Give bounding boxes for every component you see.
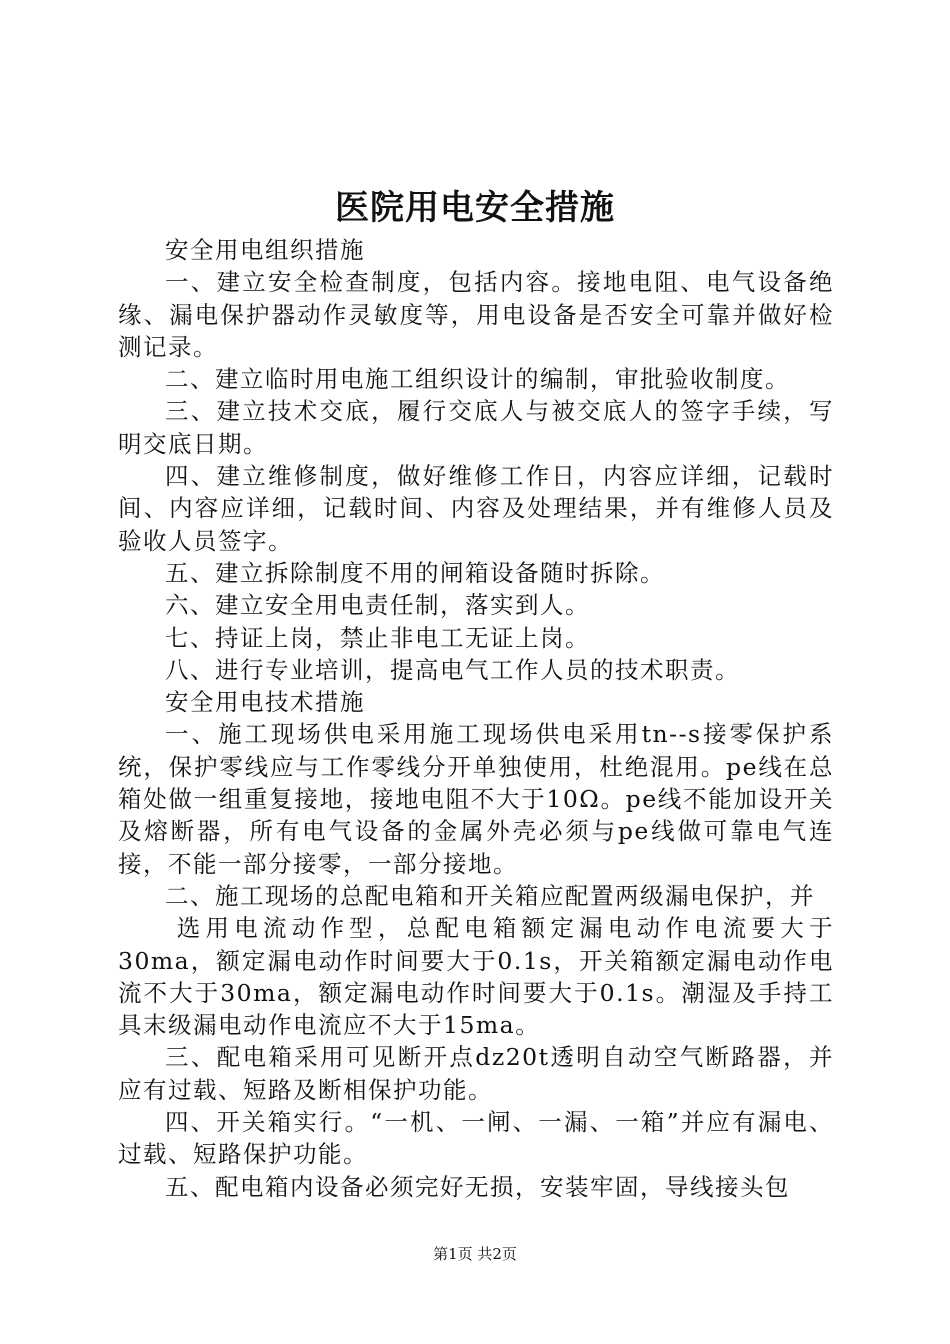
paragraph: 四、开关箱实行。“一机、一闸、一漏、一箱”并应有漏电、过载、短路保护功能。 bbox=[118, 1108, 834, 1169]
paragraph: 一、建立安全检查制度，包括内容。接地电阻、电气设备绝缘、漏电保护器动作灵敏度等，用电设备是否安全可靠并做好检测记录。 bbox=[118, 268, 834, 361]
paragraph: 七、持证上岗，禁止非电工无证上岗。 bbox=[165, 623, 590, 652]
paragraph: 六、建立安全用电责任制，落实到人。 bbox=[165, 591, 590, 620]
paragraph: 四、建立维修制度，做好维修工作日，内容应详细，记载时间、内容应详细，记载时间、内容及处理结果，并有维修人员及验收人员签字。 bbox=[118, 462, 834, 555]
document-body bbox=[118, 234, 834, 1203]
paragraph: 二、施工现场的总配电箱和开关箱应配置两级漏电保护，并 bbox=[165, 881, 815, 910]
paragraph: 八、进行专业培训，提高电气工作人员的技术职责。 bbox=[165, 655, 740, 684]
document-title: 医院用电安全措施 bbox=[335, 188, 615, 228]
paragraph: 三、配电箱采用可见断开点dz20t透明自动空气断路器，并应有过载、短路及断相保护功能。 bbox=[118, 1043, 834, 1104]
paragraph: 二、建立临时用电施工组织设计的编制，审批验收制度。 bbox=[165, 365, 790, 394]
paragraph: 选用电流动作型，总配电箱额定漏电动作电流要大于30ma，额定漏电动作时间要大于0.1s，开关箱额定漏电动作电流不大于30ma，额定漏电动作时间要大于0.1s。潮湿及手持工具末级漏电动作电流应不大于15ma。 bbox=[118, 914, 834, 1040]
paragraph: 三、建立技术交底，履行交底人与被交底人的签字手续，写明交底日期。 bbox=[118, 397, 834, 458]
paragraph: 一、施工现场供电采用施工现场供电采用tn--s接零保护系统，保护零线应与工作零线分开单独使用，杜绝混用。pe线在总箱处做一组重复接地，接地电阻不大于10Ω。pe线不能加设开关及熔断器，所有电气设备的金属外壳必须与pe线做可靠电气连接，不能一部分接零，一部分接地。 bbox=[118, 720, 834, 878]
paragraph: 五、配电箱内设备必须完好无损，安装牢固，导线接头包 bbox=[165, 1172, 790, 1201]
paragraph: 五、建立拆除制度不用的闸箱设备随时拆除。 bbox=[165, 558, 665, 587]
page-number-footer: 第1页 共2页 bbox=[433, 1245, 517, 1263]
section-heading-organization: 安全用电组织措施 bbox=[165, 236, 365, 264]
section-heading-technical: 安全用电技术措施 bbox=[165, 688, 365, 717]
